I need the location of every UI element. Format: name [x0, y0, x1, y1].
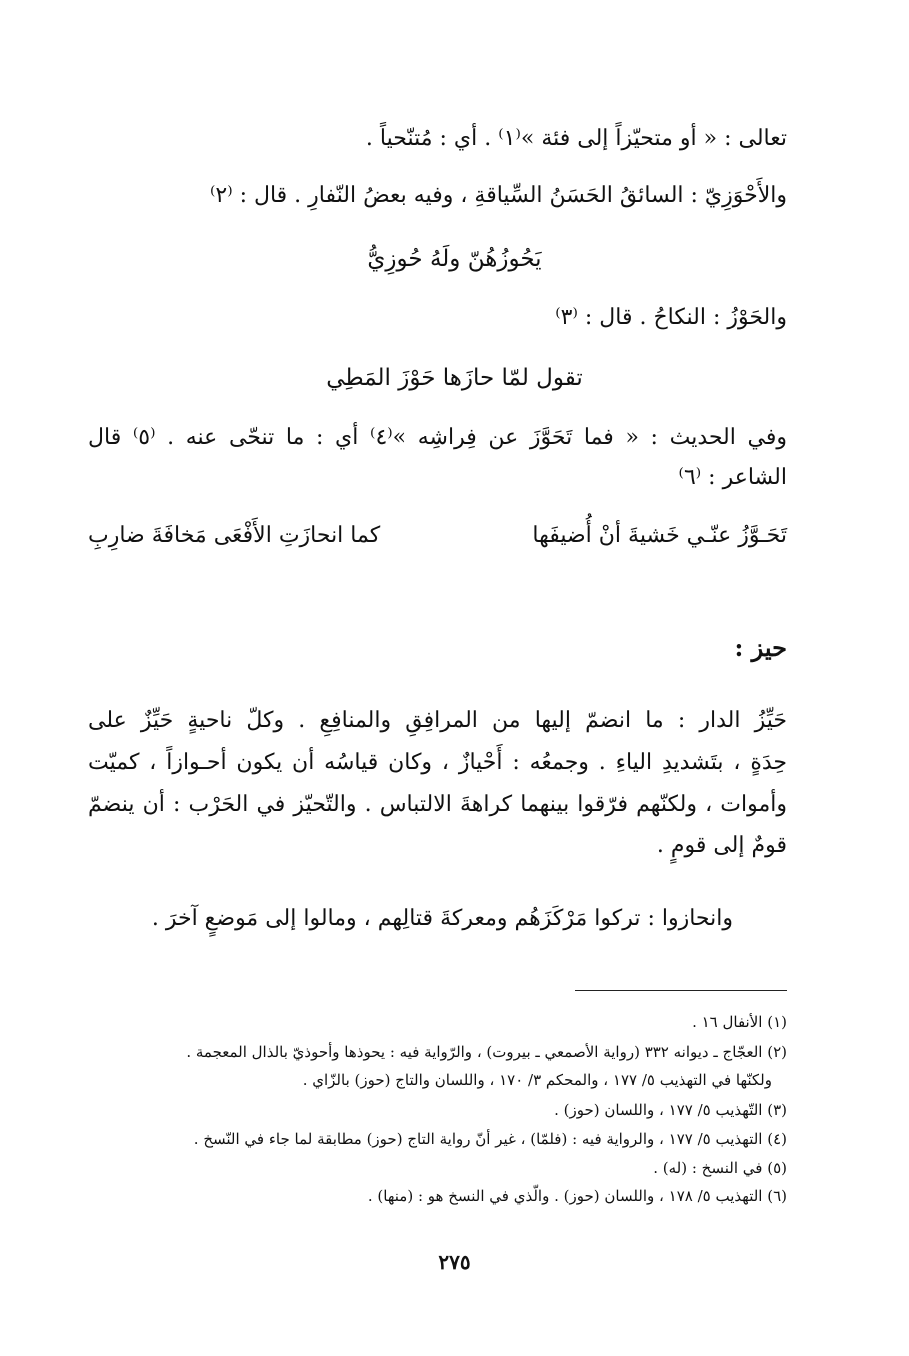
- paragraph-line: حِدَةٍ ، بتَشديدِ الياءِ . وجمعُه : أَحْيازٌ ، وكان قياسُه أن يكون أحـوازاً ، كميّت: [88, 750, 787, 775]
- paragraph-line: حَيِّزُ الدار : ما انضمّ إليها من المرافِقِ والمنافِعِ . وكلّ ناحيةٍ حَيِّزٌ على: [88, 708, 787, 733]
- footnote: (١) الأنفال ١٦ .: [692, 1013, 787, 1031]
- verse-hemistich-second: كما انحازَتِ الأَفْعَى مَخافَةَ ضارِبِ: [88, 523, 381, 548]
- footnote-separator: [575, 990, 787, 991]
- footnote: (٥) في النسخ : (له) .: [653, 1159, 787, 1177]
- footnote: (٢) العجّاج ـ ديوانه ٣٣٢ (رواية الأصمعي ـ بيروت) ، والرّواية فيه : يحوذها وأحوذيّ بالذال المعجمة .: [186, 1043, 787, 1061]
- footnote: (٦) التهذيب ٥/ ١٧٨ ، واللسان (حوز) . والّذي في النسخ هو : (منها) .: [367, 1187, 787, 1205]
- body-line: وفي الحديث : « فما تَحَوَّزَ عن فِراشِه »⁽٤⁾ أي : ما تنحّى عنه . ⁽٥⁾ قال: [88, 425, 787, 450]
- page-number: ٢٧٥: [438, 1250, 471, 1274]
- footnote: (٤) التهذيب ٥/ ١٧٧ ، والرواية فيه : (فلمّا) ، غير أنّ رواية التاج (حوز) مطابقة لما جاء في النّسخ .: [193, 1130, 787, 1148]
- paragraph-line: قومٌ إلى قومٍ .: [656, 833, 787, 858]
- body-line: والحَوْزُ : النكاحُ . قال : ⁽٣⁾: [555, 305, 787, 330]
- footnote: (٣) التّهذيب ٥/ ١٧٧ ، واللسان (حوز) .: [554, 1101, 787, 1119]
- verse-line: تقول لمّا حازَها حَوْزَ المَطِي: [326, 365, 583, 391]
- verse-line: يَحُوزُهُنّ ولَهُ حُوزِيُّ: [367, 246, 542, 272]
- body-line: الشاعر : ⁽٦⁾: [678, 465, 787, 490]
- verse-hemistich-first: تَحَـوَّزُ عنّـي خَشيةَ أنْ أُضيفَها: [532, 523, 787, 548]
- footnote-continuation: ولكنّها في التهذيب ٥/ ١٧٧ ، والمحكم ٣/ ١٧٠ ، واللسان والتاج (حوز) بالزّاي .: [302, 1071, 772, 1089]
- body-line: والأَحْوَزِيّ : السائقُ الحَسَنُ السِّياقةِ ، وفيه بعضُ النّفارِ . قال : ⁽٢⁾: [209, 183, 787, 208]
- paragraph-line: وانحازوا : تركوا مَرْكَزَهُم ومعركةَ قتالِهم ، ومالوا إلى مَوضعٍ آخرَ .: [151, 906, 733, 931]
- body-line: تعالى : « أو متحيّزاً إلى فئة »⁽١⁾ . أي : مُتنّحياً .: [365, 126, 787, 151]
- entry-heading: حيز :: [734, 633, 787, 662]
- paragraph-line: وأموات ، ولكنّهم فرّقوا بينهما كراهةَ الالتباس . والتّحيّز في الحَرْب : أن ينضمّ: [88, 792, 787, 817]
